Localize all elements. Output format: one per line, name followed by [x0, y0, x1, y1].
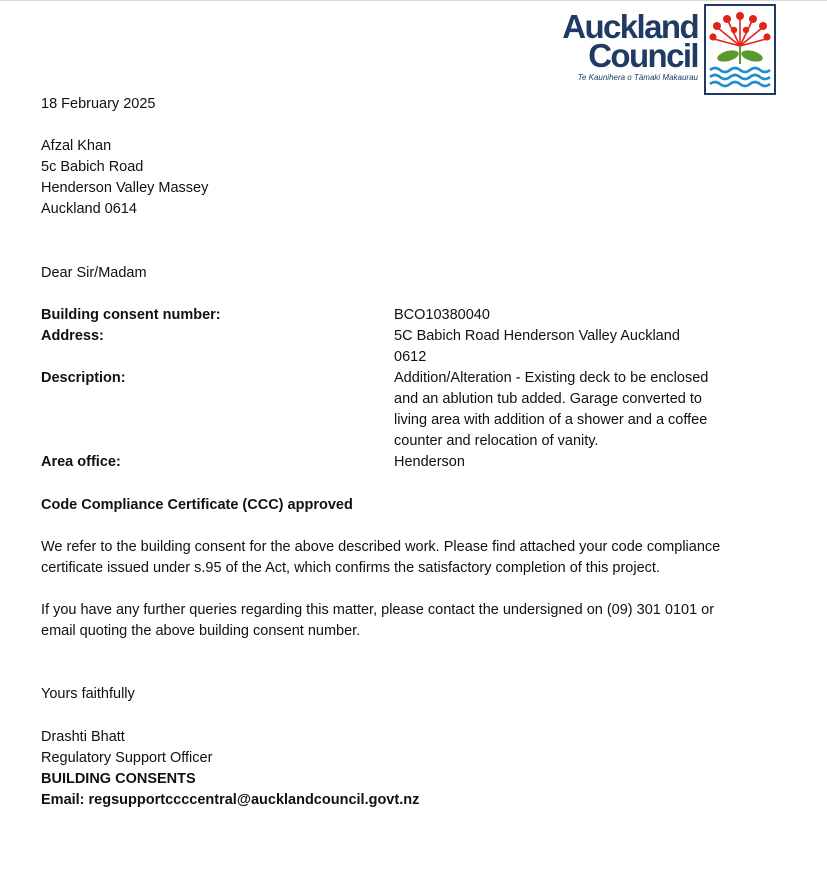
logo-word-auckland: Auckland	[562, 8, 698, 45]
description-value	[394, 368, 734, 452]
description-line: counter and relocation of vanity.	[394, 433, 599, 449]
description-line: living area with addition of a shower and a coffee	[394, 412, 708, 428]
auckland-council-logo	[548, 4, 778, 96]
logo-tagline: Te Kaunihera o Tāmaki Makaurau	[577, 73, 698, 82]
top-border	[0, 0, 827, 1]
recipient-suburb: Henderson Valley Massey	[41, 180, 209, 196]
description-line: Addition/Alteration - Existing deck to be enclosed	[394, 370, 709, 386]
recipient-street: 5c Babich Road	[41, 159, 144, 175]
signature-block	[41, 727, 419, 811]
description-line: and an ablution tub added. Garage converted to	[394, 391, 702, 407]
paragraph-line: email quoting the above building consent number.	[41, 623, 361, 639]
letter-date: 18 February 2025	[41, 96, 156, 112]
closing: Yours faithfully	[41, 686, 135, 702]
address-line: 0612	[394, 349, 427, 365]
signatory-name: Drashti Bhatt	[41, 729, 125, 745]
signatory-title: Regulatory Support Officer	[41, 750, 213, 766]
ccc-heading: Code Compliance Certificate (CCC) approved	[41, 497, 353, 513]
address-value	[394, 326, 734, 368]
recipient-city: Auckland 0614	[41, 201, 137, 217]
paragraph-queries	[41, 600, 801, 642]
logo-wordmark	[548, 8, 698, 83]
department-name: BUILDING CONSENTS	[41, 771, 196, 787]
description-label: Description:	[41, 370, 126, 386]
area-office-value: Henderson	[394, 454, 465, 470]
salutation: Dear Sir/Madam	[41, 265, 147, 281]
paragraph-line: If you have any further queries regarding this matter, please contact the undersigned on (09) 301 0101 or	[41, 602, 715, 618]
recipient-address	[41, 136, 208, 220]
address-line: 5C Babich Road Henderson Valley Auckland	[394, 328, 680, 344]
area-office-label: Area office:	[41, 454, 121, 470]
paragraph-line: certificate issued under s.95 of the Act, which confirms the satisfactory completion of this project.	[41, 560, 660, 576]
paragraph-reference	[41, 537, 801, 579]
logo-word-council: Council	[588, 37, 698, 74]
pohutukawa-emblem-icon	[704, 4, 776, 95]
address-label: Address:	[41, 328, 104, 344]
consent-number-label: Building consent number:	[41, 307, 221, 323]
recipient-name: Afzal Khan	[41, 138, 112, 154]
consent-number-value: BCO10380040	[394, 307, 490, 323]
contact-email: Email: regsupportccccentral@aucklandcouncil.govt.nz	[41, 792, 420, 808]
paragraph-line: We refer to the building consent for the above described work. Please find attached your code compliance	[41, 539, 721, 555]
